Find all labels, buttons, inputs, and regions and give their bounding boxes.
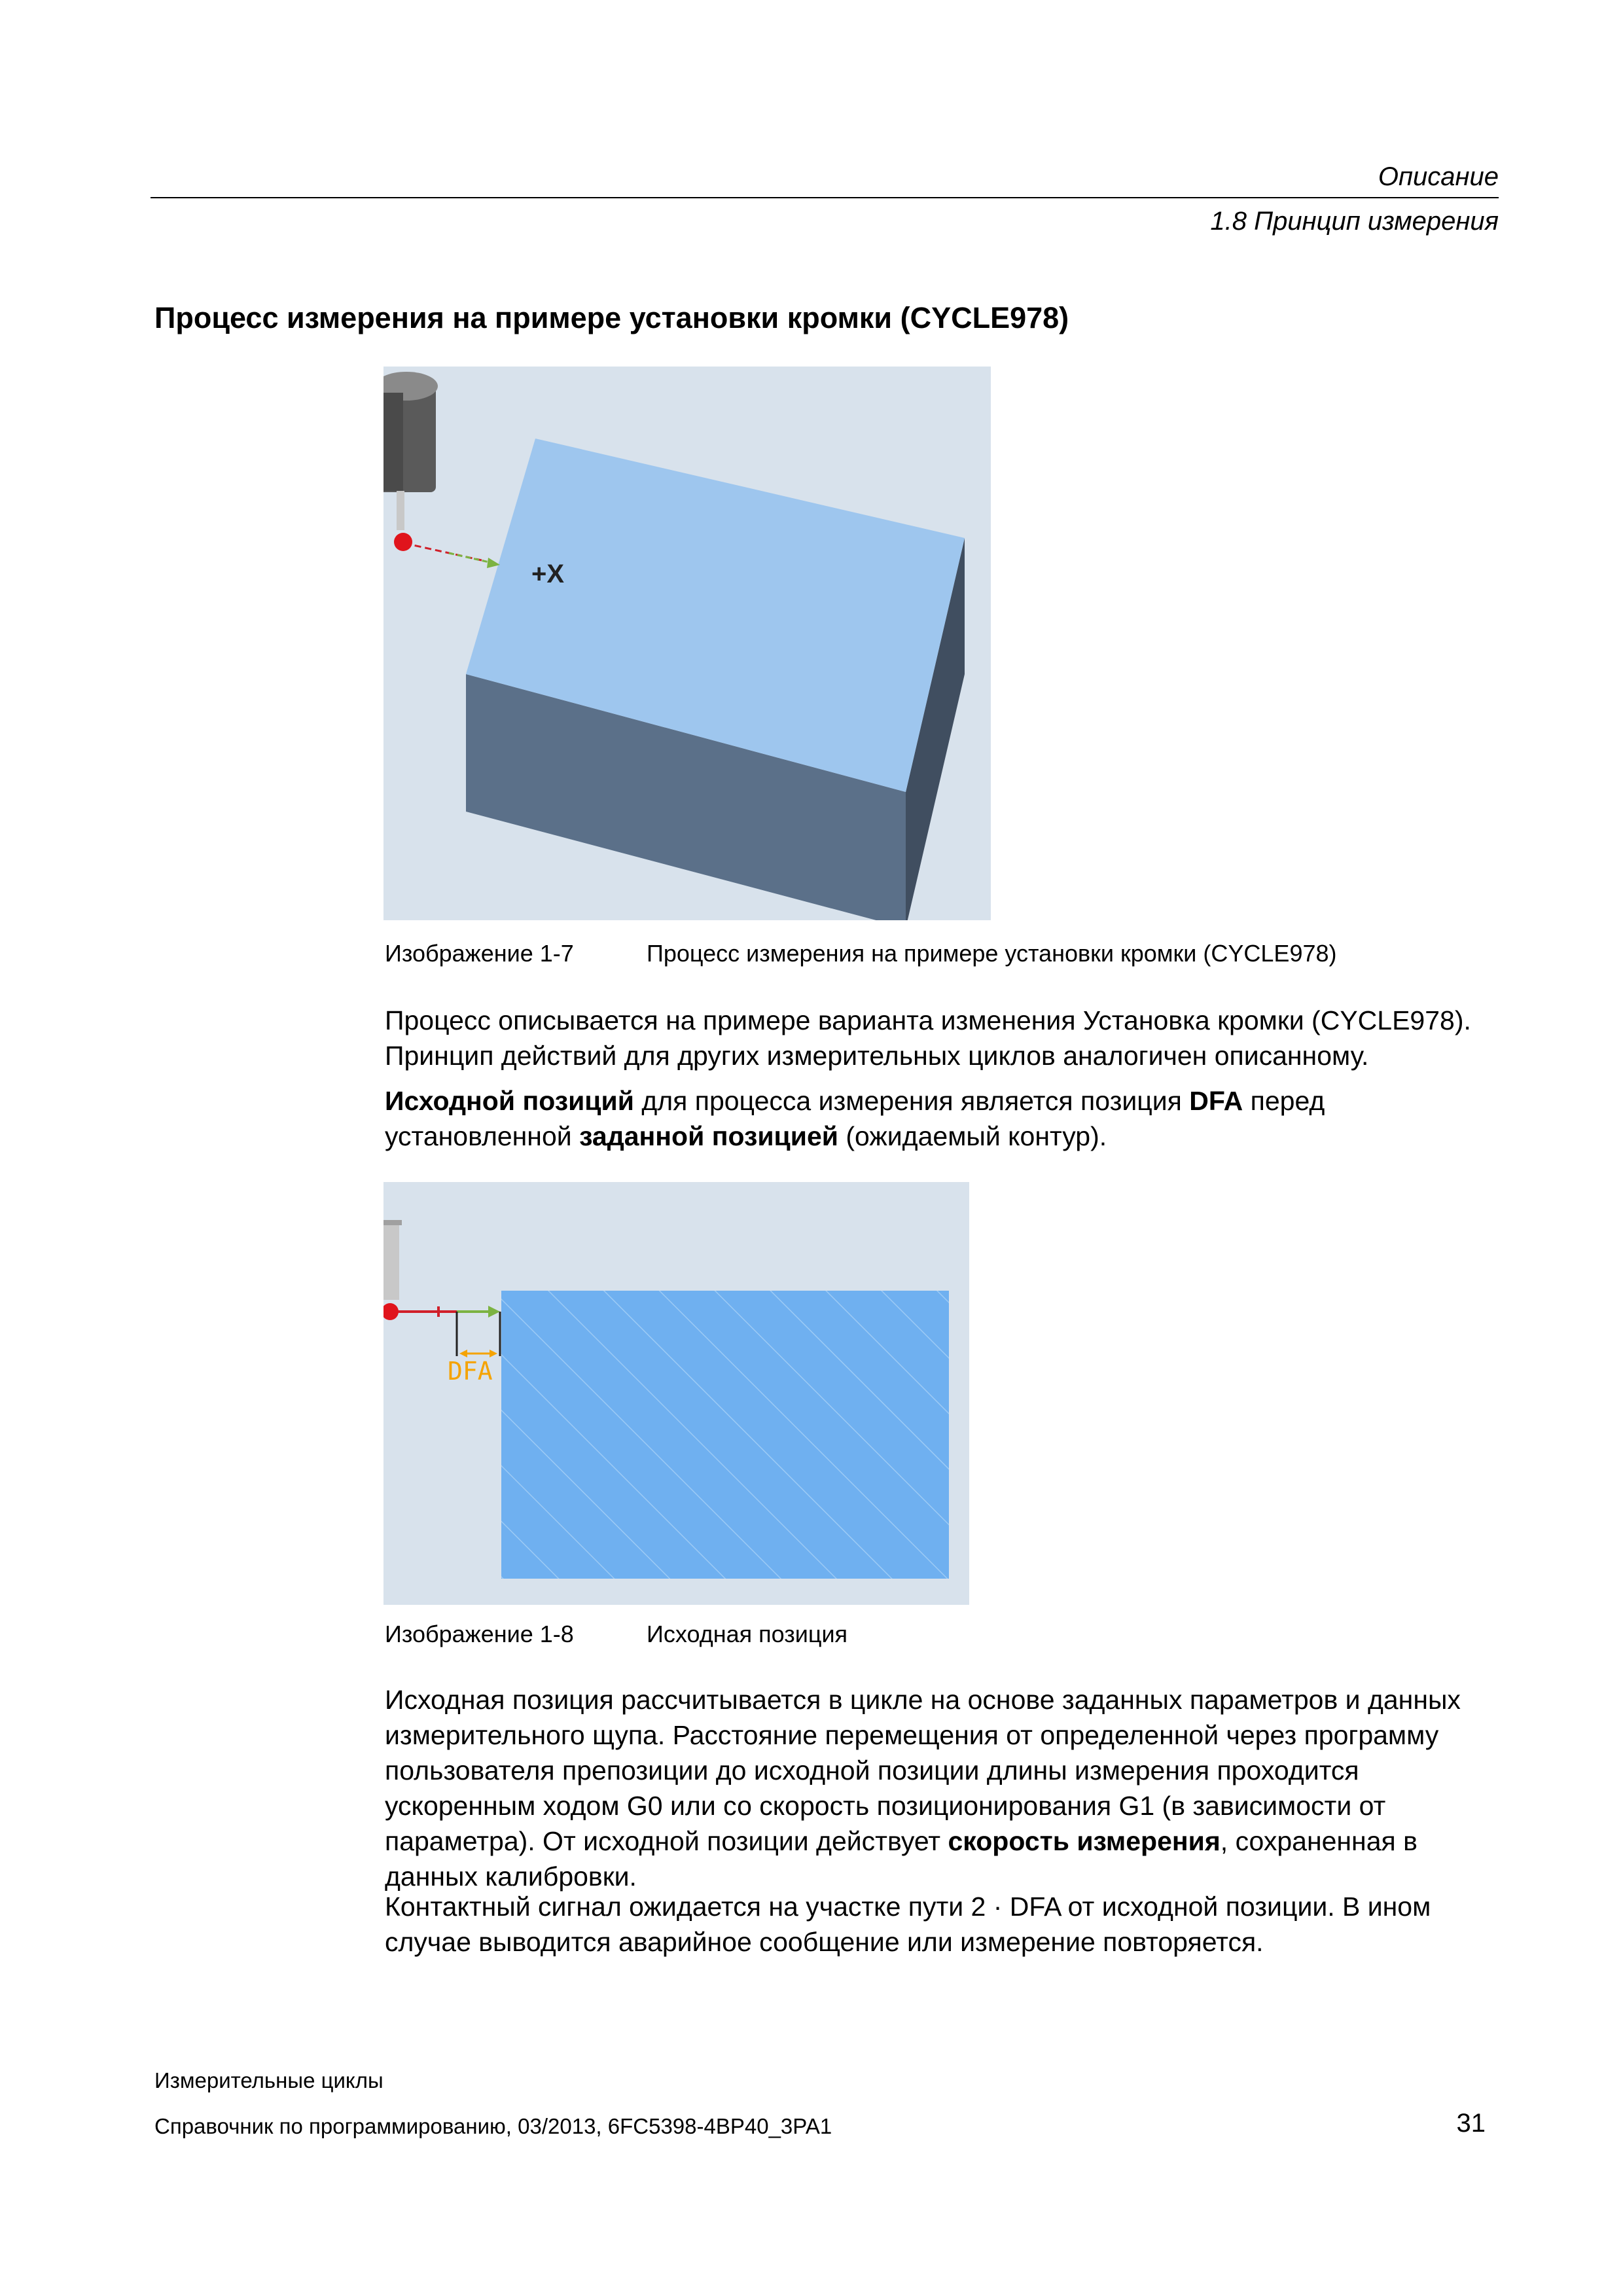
para3-text5a: параметра). От исходной позиции действует	[385, 1826, 948, 1856]
term-set-position: заданной позицией	[579, 1121, 838, 1151]
para2-text4: (ожидаемый контур).	[838, 1121, 1107, 1151]
header-section: 1.8 Принцип измерения	[1210, 207, 1499, 236]
header-rule	[151, 197, 1499, 198]
figure2-caption-text: Исходная позиция	[647, 1621, 848, 1647]
figure-3d-illustration	[383, 367, 991, 920]
para4-line1: Контактный сигнал ожидается на участке пути 2 · DFA от исходной позиции. В ином	[385, 1892, 1431, 1922]
para3-line1: Исходная позиция рассчитывается в цикле на основе заданных параметров и данных	[385, 1685, 1461, 1715]
figure2-caption	[385, 1621, 1510, 1651]
figure1-caption-text: Процесс измерения на примере установки кромки (CYCLE978)	[647, 940, 1337, 967]
probe-ball	[394, 533, 412, 551]
workpiece-hatched	[501, 1291, 949, 1579]
figure1-caption-number: Изображение 1-7	[385, 940, 574, 967]
section-title: Процесс измерения на примере установки кромки (CYCLE978)	[154, 301, 1069, 334]
para3-line2: измерительного щупа. Расстояние перемещения от определенной через программу	[385, 1720, 1439, 1750]
para4-line2: случае выводится аварийное сообщение или измерение повторяется.	[385, 1927, 1264, 1957]
para3-line4: ускоренным ходом G0 или со скорость позиционирования G1 (в зависимости от	[385, 1791, 1386, 1821]
paragraph-contact-signal	[385, 1889, 1510, 1960]
para2-text2: перед	[1243, 1086, 1325, 1116]
probe-ball	[383, 1303, 399, 1320]
axis-arrow-shaft	[449, 553, 492, 563]
figure-edge-setting-3d	[383, 367, 991, 920]
figure-2d-illustration	[383, 1182, 969, 1605]
footer-manual-info: Справочник по программированию, 03/2013, 6FC5398-4BP40_3PA1	[154, 2114, 832, 2138]
para3-line5	[385, 1823, 1510, 1859]
term-measuring-speed: скорость измерения	[948, 1826, 1221, 1856]
footer-manual-title: Измерительные циклы	[154, 2068, 383, 2092]
paragraph-calculation	[385, 1682, 1510, 1894]
para2-line1	[385, 1083, 1510, 1119]
figure-start-position-2d	[383, 1182, 969, 1605]
para3-line6: данных калибровки.	[385, 1861, 637, 1892]
term-start-position: Исходной позиций	[385, 1086, 634, 1116]
figure1-caption	[385, 940, 1510, 970]
para2-text3: установленной	[385, 1121, 580, 1151]
dfa-label: DFA	[448, 1357, 493, 1386]
header-chapter: Описание	[1378, 162, 1499, 191]
page-number: 31	[1456, 2109, 1486, 2138]
probe-stylus	[397, 491, 404, 530]
para2-text1: для процесса измерения является позиция	[633, 1086, 1190, 1116]
para2-line2	[385, 1119, 1510, 1154]
axis-arrow-head	[488, 1306, 500, 1318]
para3-line3: пользователя препозиции до исходной позиции длины измерения проходится	[385, 1755, 1359, 1785]
axis-label-plus-x: +X	[531, 560, 565, 588]
figure2-caption-number: Изображение 1-8	[385, 1621, 574, 1647]
paragraph-process-description	[385, 1003, 1510, 1073]
para3-text5c: , сохраненная в	[1220, 1826, 1418, 1856]
para1-line1: Процесс описывается на примере варианта изменения Установка кромки (CYCLE978).	[385, 1005, 1471, 1035]
probe-stylus	[383, 1221, 399, 1300]
para1-line2: Принцип действий для других измерительных циклов аналогичен описанному.	[385, 1041, 1369, 1071]
paragraph-start-position	[385, 1083, 1510, 1154]
term-dfa: DFA	[1189, 1086, 1243, 1116]
